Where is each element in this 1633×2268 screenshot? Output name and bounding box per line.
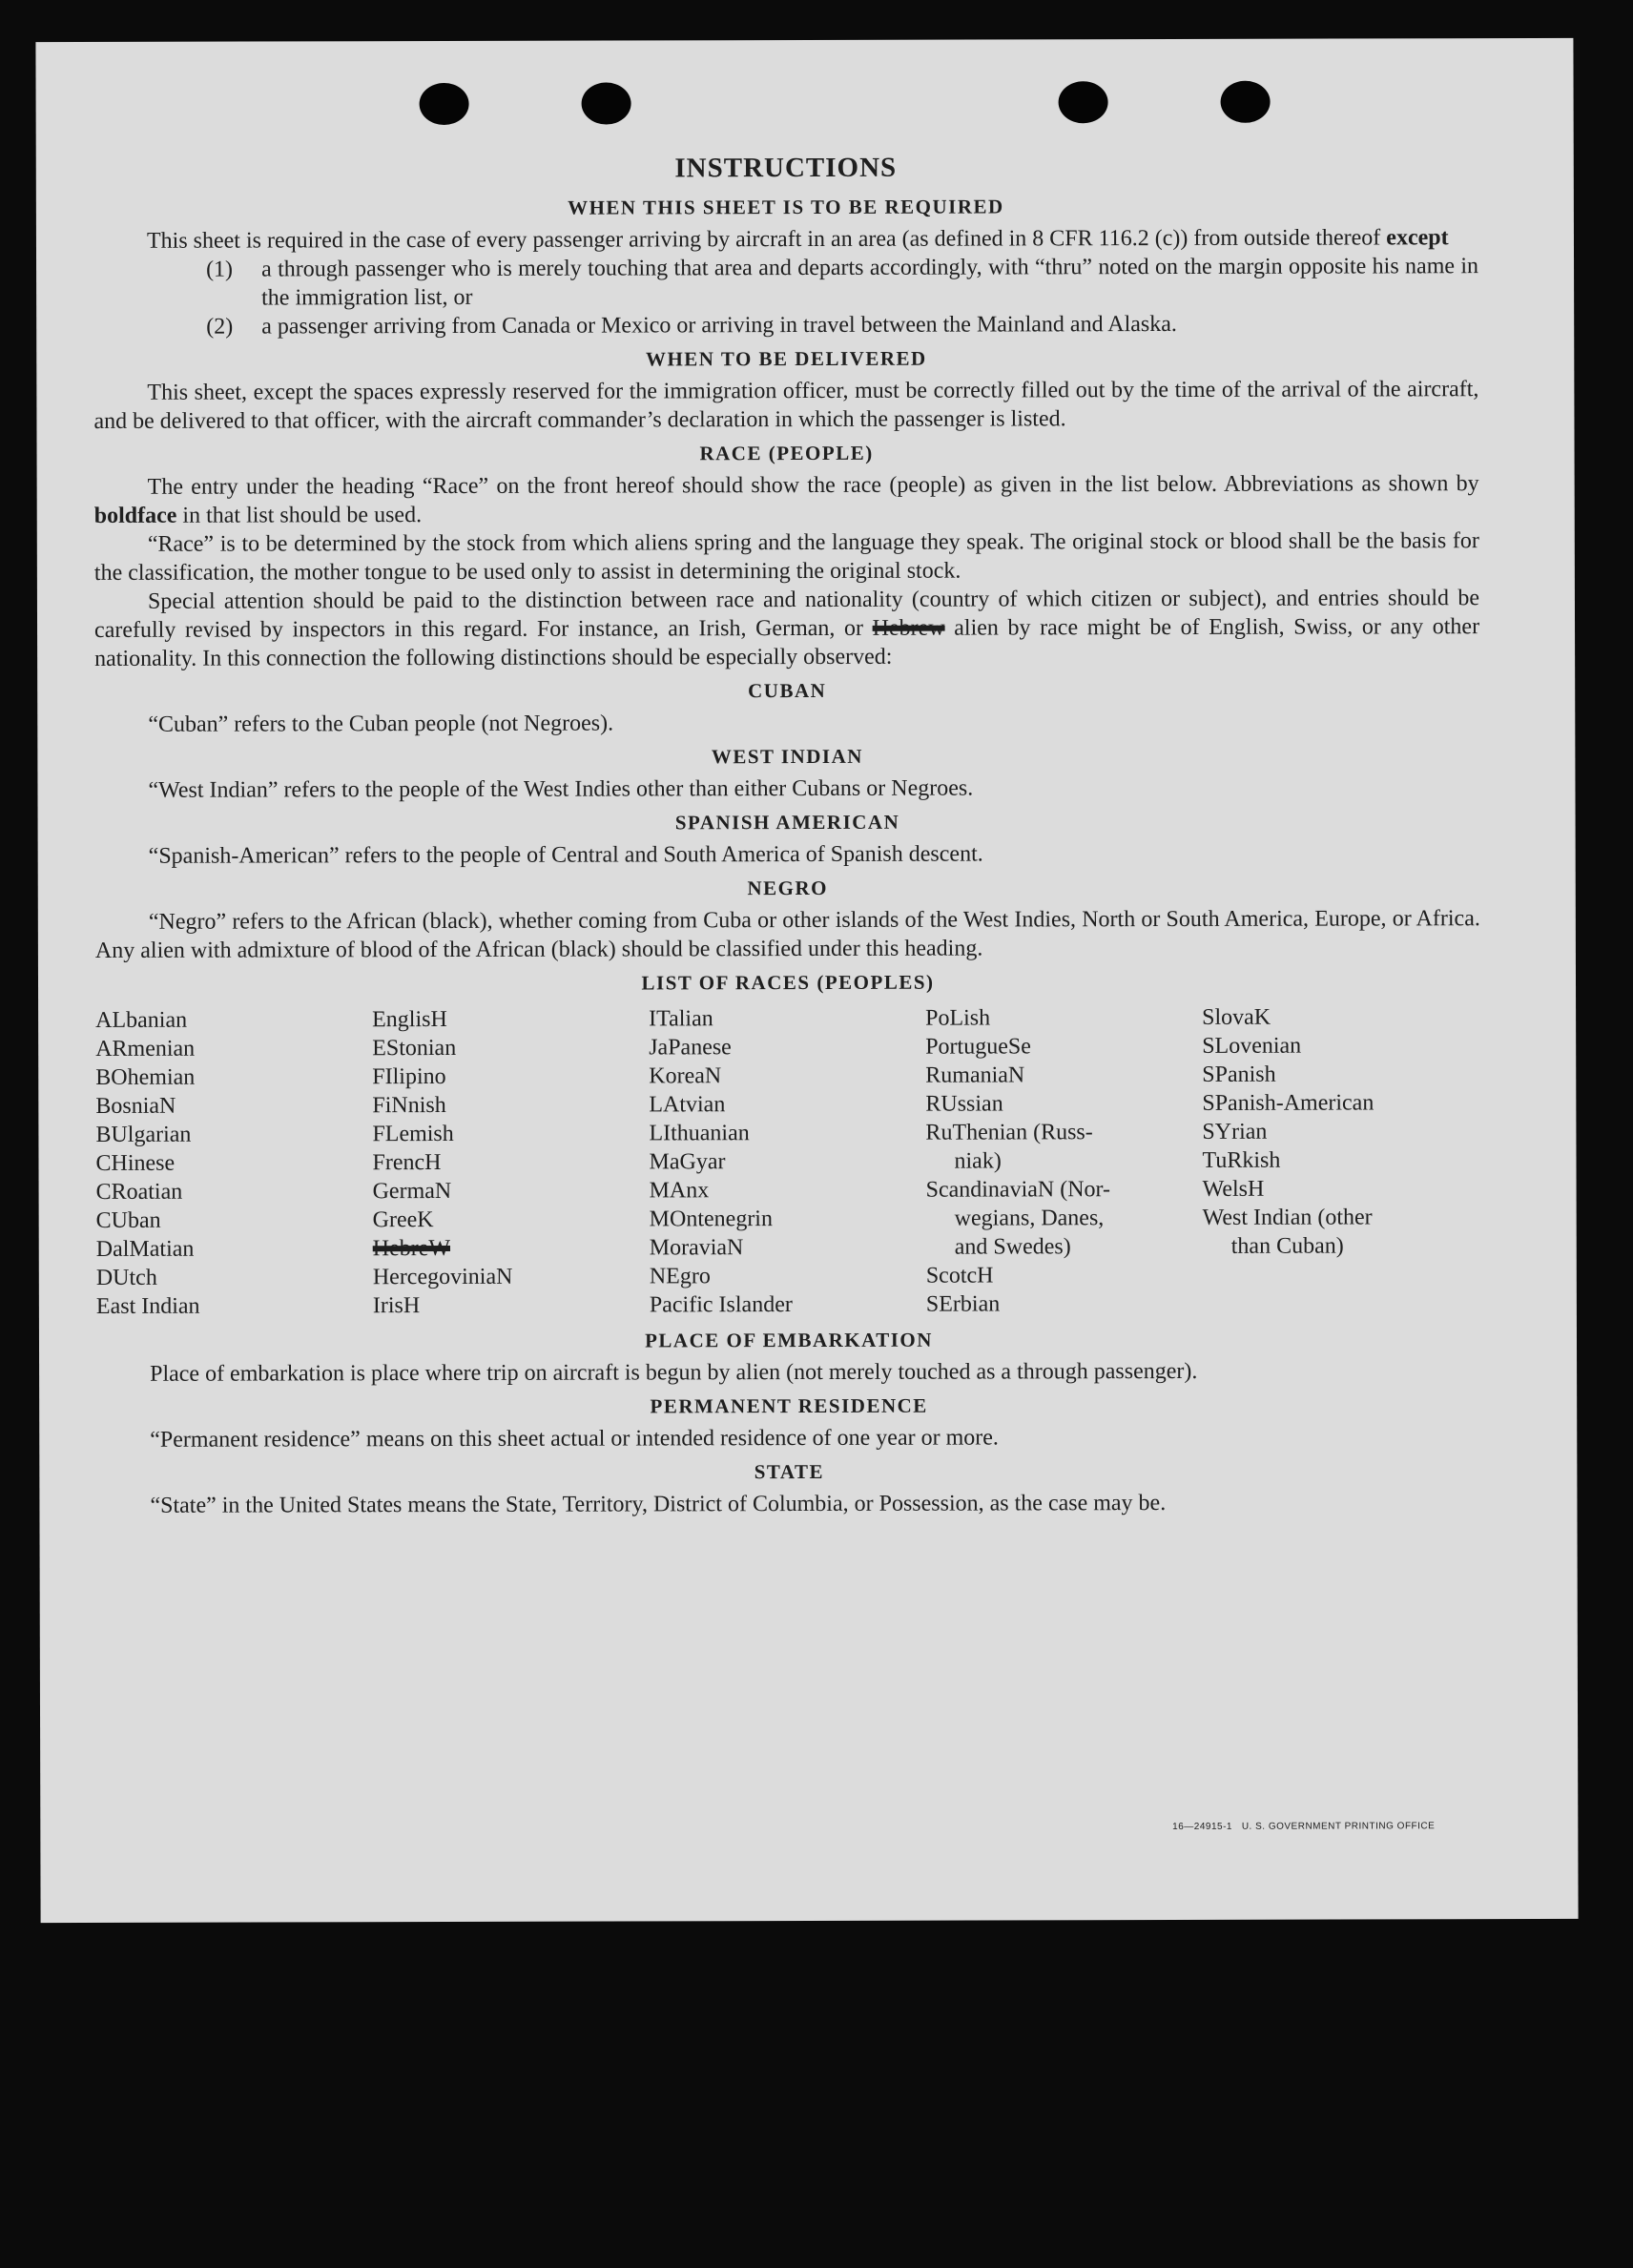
race-item: RumaniaN [925, 1062, 1025, 1088]
heading-list-of-races: LIST OF RACES (PEOPLES) [641, 970, 935, 995]
race-item: CUban [95, 1207, 161, 1233]
heading-negro: NEGRO [747, 876, 829, 900]
race-item: CHinese [95, 1150, 176, 1176]
race-item: FLemish [372, 1121, 454, 1147]
race-item: ARmenian [95, 1036, 196, 1062]
race-item: CRoatian [95, 1179, 183, 1205]
when-required-text: This sheet is required in the case of every passenger arriving by aircraft in an area (as defined in 8 CFR 116.2 (c)) from outside thereof except [146, 225, 1449, 254]
race-column [925, 1003, 1203, 1319]
page-title: INSTRUCTIONS [674, 152, 898, 184]
race-item: RUssian [925, 1091, 1003, 1117]
race-item: MoraviaN [649, 1235, 744, 1261]
race-item: SPanish-American [1202, 1090, 1375, 1116]
race-item: FIlipino [372, 1063, 446, 1090]
race-item: MaGyar [649, 1149, 726, 1175]
heading-state: STATE [754, 1459, 825, 1484]
race-item: GreeK [372, 1207, 434, 1233]
race-item: NEgro [649, 1264, 711, 1289]
form-code: 16—24915-1 U. S. GOVERNMENT PRINTING OFFICE [1172, 1821, 1436, 1832]
heading-residence: PERMANENT RESIDENCE [650, 1393, 928, 1418]
race-item: EnglisH [372, 1006, 447, 1033]
heading-west-indian: WEST INDIAN [711, 744, 863, 769]
race-item: JaPanese [649, 1035, 732, 1061]
race-item: SlovaK [1202, 1004, 1271, 1030]
race-item: LIthuanian [649, 1121, 750, 1146]
race-item: MAnx [649, 1178, 710, 1204]
race-item: MOntenegrin [649, 1206, 774, 1232]
instructions-content [93, 151, 1482, 1520]
race-column [372, 1004, 650, 1320]
race-item: FiNnish [372, 1092, 446, 1119]
race-item: IrisH [372, 1293, 421, 1319]
when-delivered-text: This sheet, except the spaces expressly reserved for the immigration officer, must be correctly filled out by the time of the arrival of the aircraft, and be delivered to that officer, with the aircraft commander’s declaration in which the passenger is listed. [93, 377, 1479, 434]
struck-word: Hebrew [872, 615, 945, 641]
race-item: EStonian [372, 1035, 457, 1062]
heading-when-required: WHEN THIS SHEET IS TO BE REQUIRED [568, 195, 1004, 219]
race-item: SLovenian [1202, 1033, 1302, 1059]
race-item: PortugueSe [925, 1034, 1031, 1060]
race-item: HercegoviniaN [372, 1264, 513, 1290]
race-item: West Indian (other [1202, 1205, 1373, 1230]
race-item: and Swedes) [954, 1234, 1071, 1260]
race-paragraph: “Race” is to be determined by the stock from which aliens spring and the language they speak. The original stock or blood shall be the basis for the classification, the mother tongue to be used only to assist in determining the original stock. [93, 528, 1479, 586]
race-item: niak) [954, 1148, 1002, 1174]
race-item: ScandinaviaN (Nor- [925, 1177, 1111, 1203]
race-item: DUtch [95, 1265, 157, 1290]
exception-item: (2) a passenger arriving from Canada or Mexico or arriving in travel between the Mainland and Alaska. [206, 311, 1177, 340]
race-paragraph: Special attention should be paid to the distinction between race and nationality (country of which citizen or subject), and entries should be carefully revised by inspectors in this regard. For instance, an Irish, German, or Hebrew alien by race might be of English, Swiss, or any other nationality. In this connection the following distinctions should be especially observed: [94, 586, 1480, 671]
document-sheet [35, 38, 1578, 1923]
embarkation-text: Place of embarkation is place where trip on aircraft is begun by alien (not merely touched as a through passenger). [150, 1358, 1198, 1387]
race-item: HebreW [372, 1235, 451, 1262]
race-item: East Indian [95, 1293, 200, 1319]
race-item: RuThenian (Russ- [925, 1120, 1093, 1145]
race-item: wegians, Danes, [954, 1206, 1105, 1231]
punch-hole [1059, 81, 1108, 123]
race-item: DalMatian [95, 1236, 195, 1262]
exception-item: (1) a through passenger who is merely touching that area and departs accordingly, with “thru” noted on the margin opposite his name in the immigration list, or [206, 254, 1479, 311]
negro-text: “Negro” refers to the African (black), whether coming from Cuba or other islands of the West Indies, North or South America, Europe, or Africa. Any alien with admixture of blood of the African (black) should be classified under this heading. [94, 906, 1480, 963]
punch-hole [582, 82, 631, 124]
race-column [1202, 1002, 1479, 1318]
race-item: BosniaN [95, 1093, 176, 1119]
race-column [95, 1005, 373, 1321]
race-item: LAtvian [649, 1092, 726, 1118]
race-item: SErbian [925, 1291, 1001, 1317]
race-item: FrencH [372, 1150, 442, 1176]
race-item: SYrian [1202, 1119, 1268, 1144]
race-item: Pacific Islander [649, 1292, 793, 1318]
punch-hole [420, 83, 469, 125]
race-column [649, 1004, 926, 1320]
race-item: ALbanian [95, 1007, 188, 1033]
state-text: “State” in the United States means the State, Territory, District of Columbia, or Possession, as the case may be. [150, 1491, 1167, 1518]
race-item: ScotcH [925, 1263, 994, 1289]
race-item: WelsH [1202, 1176, 1265, 1202]
race-item: TuRkish [1202, 1147, 1281, 1173]
heading-race: RACE (PEOPLE) [699, 441, 874, 465]
race-item: GermaN [372, 1178, 452, 1205]
heading-when-delivered: WHEN TO BE DELIVERED [645, 346, 927, 371]
spanish-american-text: “Spanish-American” refers to the people of Central and South America of Spanish descent. [148, 841, 983, 869]
race-item: BOhemian [95, 1064, 196, 1090]
races-list [95, 1002, 1481, 1321]
heading-spanish-american: SPANISH AMERICAN [674, 810, 900, 835]
residence-text: “Permanent residence” means on this sheet actual or intended residence of one year or more. [150, 1425, 999, 1453]
race-item: BUlgarian [95, 1122, 192, 1147]
heading-cuban: CUBAN [748, 678, 827, 703]
race-paragraph: The entry under the heading “Race” on the front hereof should show the race (people) as given in the list below. Abbreviations as shown by boldface in that list should be used. [93, 471, 1479, 528]
west-indian-text: “West Indian” refers to the people of the West Indies other than either Cubans or Negroes. [148, 775, 974, 803]
punch-hole [1221, 81, 1271, 123]
race-item: SPanish [1202, 1062, 1276, 1087]
race-item: ITalian [649, 1006, 713, 1032]
race-item: PoLish [925, 1005, 991, 1031]
heading-embarkation: PLACE OF EMBARKATION [645, 1328, 933, 1352]
cuban-text: “Cuban” refers to the Cuban people (not Negroes). [148, 711, 614, 737]
race-item: KoreaN [649, 1063, 722, 1089]
race-item: than Cuban) [1230, 1233, 1344, 1259]
